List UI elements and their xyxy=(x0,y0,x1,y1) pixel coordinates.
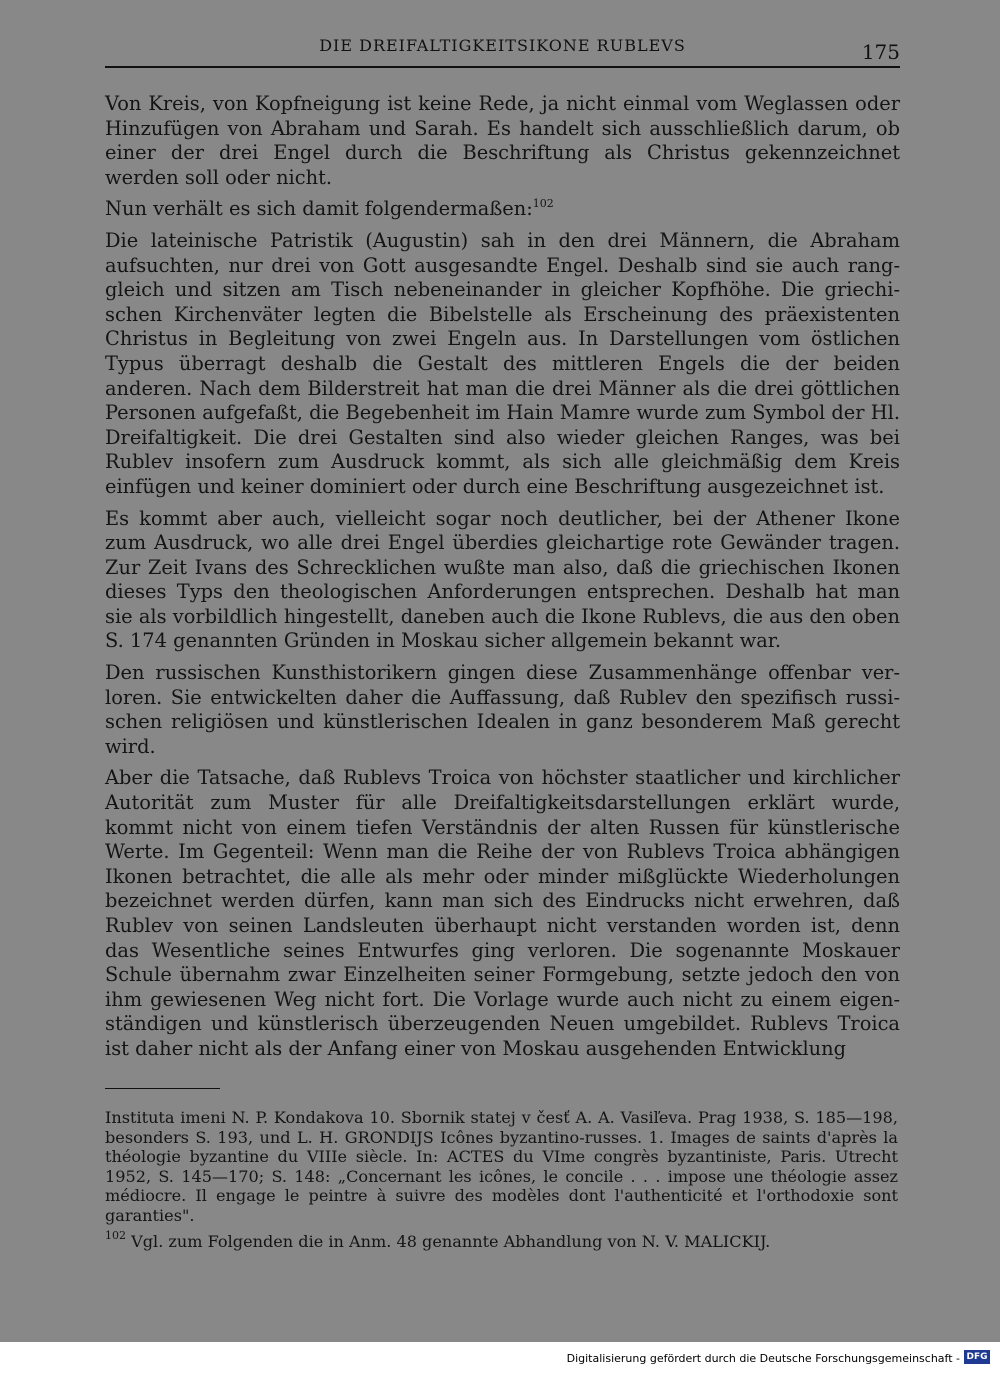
running-header-title: DIE DREIFALTIGKEITSIKONE RUBLEVS xyxy=(319,36,686,55)
paragraph-6: Aber die Tatsache, daß Rublevs Troica von höchster staatlicher und kirchlicher Autorität zum Muster für alle Dreifaltigkeitsdarstellungen erklärt wurde, kommt nicht von einem tiefen Verständnis der alten Russen für künstlerische Werte. Im Gegenteil: Wenn man die Reihe der von Rublevs Troica abhängigen Ikonen betrachtet, die alle als mehr oder minder mißglückte Wiederholungen bezeichnet werden dürfen, kann man sich des Eindrucks nicht erwehren, daß Rublev von seinen Landsleuten überhaupt nicht verstanden worden ist, denn das Wesentliche seines Entwurfes ging verloren. Die sogenannte Moskauer Schule übernahm zwar Einzelheiten seiner Formgebung, setzte jedoch den von ihm gewiesenen Weg nicht fort. Die Vorlage wurde auch nicht zu einem eigenständigen und künstlerisch überzeugenden Neuen umgebildet. Rublevs Troica ist daher nicht als der Anfang einer von Moskau ausgehenden Entwicklung xyxy=(105,766,900,1060)
body-text xyxy=(105,92,900,1069)
paragraph-1: Von Kreis, von Kopfneigung ist keine Rede, ja nicht einmal vom Weglassen oder Hinzufügen von Abraham und Sarah. Es handelt sich ausschließlich darum, ob einer der drei Engel durch die Beschriftung als Christus gekennzeichnet werden soll oder nicht. xyxy=(105,92,900,189)
dfg-logo-icon: DFG xyxy=(964,1350,990,1364)
paragraph-2 xyxy=(105,197,900,222)
footnote-102 xyxy=(105,1228,898,1252)
page-number: 175 xyxy=(861,40,900,64)
footnote-continued: Instituta imeni N. P. Kondakova 10. Sbornik statej v česť A. A. Vasiľeva. Prag 1938, S. 185—198, besonders S. 193, und L. H. GRONDIJS Icônes byzantino-russes. 1. Images de saints d'après la théologie byzantine du VIIIe siècle. In: ACTES du VIme congrès byzantiniste, Paris. Utrecht 1952, S. 145—170; S. 148: „Concernant les icônes, le concile . . . impose une théologie assez médiocre. Il engage le peintre à suivre des modèles dont l'authenticité et l'orthodoxie sont garanties". xyxy=(105,1108,898,1225)
funding-credit: Digitalisierung gefördert durch die Deutsche Forschungsgemeinschaft - xyxy=(566,1352,960,1365)
footnote-102-text: Vgl. zum Folgenden die in Anm. 48 genannte Abhandlung von N. V. MALICKIJ. xyxy=(126,1231,771,1251)
footnote-separator xyxy=(105,1088,220,1089)
header-rule xyxy=(105,66,900,68)
footnote-102-label: 102 xyxy=(105,1228,126,1242)
paragraph-2-text: Nun verhält es sich damit folgendermaßen: xyxy=(105,197,533,221)
footnotes xyxy=(105,1108,898,1257)
paragraph-3: Die lateinische Patristik (Augustin) sah in den drei Männern, die Abraham aufsuchten, nur drei von Gott ausgesandte Engel. Deshalb sind sie auch ranggleich und sitzen am Tisch nebeneinander in gleicher Kopfhöhe. Die griechischen Kirchenväter legten die Bibelstelle als Erscheinung des präexistenten Christus in Begleitung von zwei Engeln aus. In Darstellungen vom östlichen Typus überragt deshalb die Gestalt des mittleren Engels die der beiden anderen. Nach dem Bilderstreit hat man die drei Männer als die drei göttlichen Personen aufgefaßt, die Begebenheit im Hain Mamre wurde zum Symbol der Hl. Dreifaltigkeit. Die drei Gestalten sind also wieder gleichen Ranges, was bei Rublev insofern zum Ausdruck kommt, als sich alle gleichmäßig dem Kreis einfügen und keiner dominiert oder durch eine Beschriftung ausgezeichnet ist. xyxy=(105,228,900,498)
footnote-ref-102[interactable]: 102 xyxy=(532,197,554,211)
paragraph-5: Den russischen Kunsthistorikern gingen diese Zusammenhänge offenbar verloren. Sie entwickelten daher die Auffassung, daß Rublev den spezifisch russischen religiösen und künstlerischen Idealen in ganz besonderem Maß gerecht wird. xyxy=(105,661,900,758)
paragraph-4: Es kommt aber auch, vielleicht sogar noch deutlicher, bei der Athener Ikone zum Ausdruck, wo alle drei Engel überdies gleichartige rote Gewänder tragen. Zur Zeit Ivans des Schrecklichen wußte man also, daß die griechischen Ikonen dieses Typs den theologischen Anforderungen entsprechen. Deshalb hat man sie als vorbildlich hingestellt, daneben auch die Ikone Rublevs, die aus den oben S. 174 genannten Gründen in Moskau sicher allgemein bekannt war. xyxy=(105,506,900,653)
